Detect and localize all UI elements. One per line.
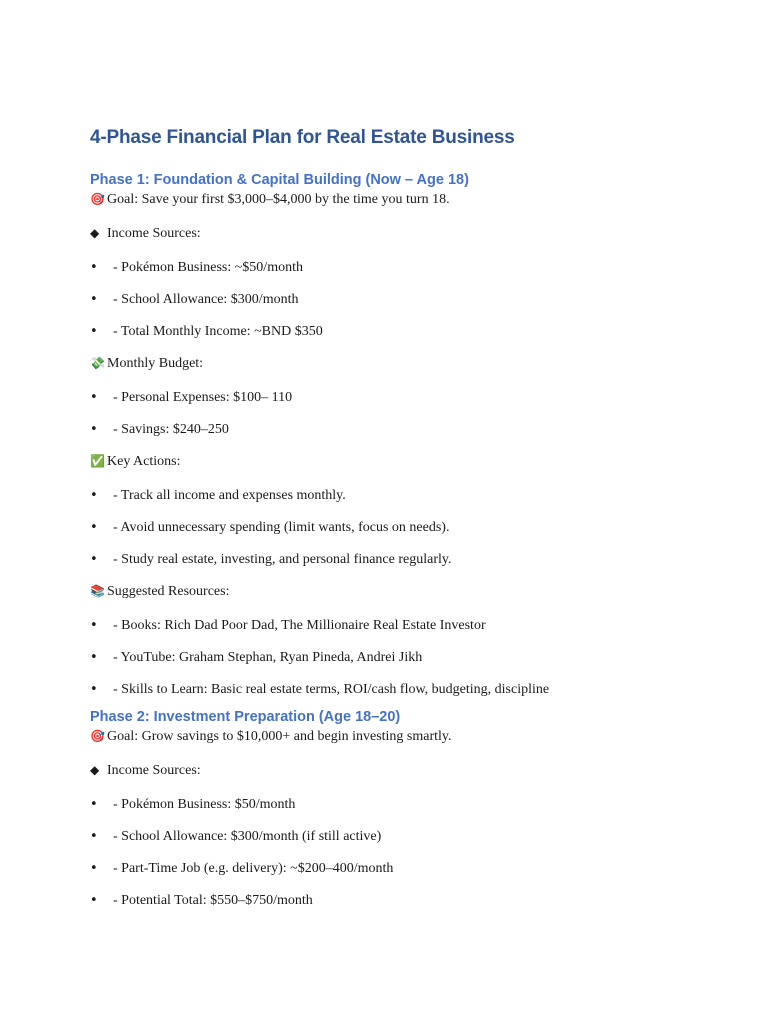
list-item: • - Books: Rich Dad Poor Dad, The Millionaire Real Estate Investor xyxy=(90,617,730,634)
list-item: • - YouTube: Graham Stephan, Ryan Pineda, Andrei Jikh xyxy=(90,649,730,666)
phase-2-goal-text: Goal: Grow savings to $10,000+ and begin investing smartly. xyxy=(107,729,452,744)
list-item: • - Track all income and expenses monthly. xyxy=(90,487,730,504)
actions-label-text: Key Actions: xyxy=(107,454,181,469)
document-title: 4-Phase Financial Plan for Real Estate Business xyxy=(90,127,515,148)
document-body xyxy=(90,126,730,924)
resources-label-text: Suggested Resources: xyxy=(107,584,230,599)
books-icon: 📚 xyxy=(90,584,105,598)
list-item: • - Total Monthly Income: ~BND $350 xyxy=(90,323,730,340)
diamond-icon: ◆ xyxy=(90,763,100,777)
budget-label-text: Monthly Budget: xyxy=(107,356,204,371)
phase-1-income-list xyxy=(90,259,730,340)
phase-1-actions-label xyxy=(90,453,730,470)
list-item: • - Part-Time Job (e.g. delivery): ~$200–400/month xyxy=(90,860,730,877)
check-mark-icon: ✅ xyxy=(90,454,105,468)
list-item: • - Savings: $240–250 xyxy=(90,421,730,438)
phase-1-budget-label xyxy=(90,355,730,372)
phase-2-heading: Phase 2: Investment Preparation (Age 18–20) xyxy=(90,709,401,725)
list-item: • - Pokémon Business: ~$50/month xyxy=(90,259,730,276)
phase-1-heading: Phase 1: Foundation & Capital Building (Now – Age 18) xyxy=(90,172,469,188)
phase-2-goal xyxy=(90,728,730,745)
list-item: • - Pokémon Business: $50/month xyxy=(90,796,730,813)
phase-1-income-label xyxy=(90,225,730,242)
money-with-wings-icon: 💸 xyxy=(90,356,105,370)
phase-2-income-label xyxy=(90,762,730,779)
phase-1-resources-label xyxy=(90,583,730,600)
phase-1-goal xyxy=(90,191,730,208)
phase-1-resources-list xyxy=(90,617,730,698)
list-item: • - Study real estate, investing, and personal finance regularly. xyxy=(90,551,730,568)
phase-1-goal-text: Goal: Save your first $3,000–$4,000 by the time you turn 18. xyxy=(107,192,450,207)
income-label-text: Income Sources: xyxy=(107,226,201,241)
target-icon: 🎯 xyxy=(90,729,105,743)
list-item: • - Potential Total: $550–$750/month xyxy=(90,892,730,909)
target-icon: 🎯 xyxy=(90,192,105,206)
phase-1-actions-list xyxy=(90,487,730,568)
income-label-text: Income Sources: xyxy=(107,763,201,778)
list-item: • - Personal Expenses: $100– 110 xyxy=(90,389,730,406)
list-item: • - School Allowance: $300/month (if still active) xyxy=(90,828,730,845)
list-item: • - Avoid unnecessary spending (limit wants, focus on needs). xyxy=(90,519,730,536)
phase-2-income-list xyxy=(90,796,730,909)
phase-1-budget-list xyxy=(90,389,730,438)
diamond-icon: ◆ xyxy=(90,226,100,240)
list-item: • - Skills to Learn: Basic real estate terms, ROI/cash flow, budgeting, discipline xyxy=(90,681,730,698)
list-item: • - School Allowance: $300/month xyxy=(90,291,730,308)
